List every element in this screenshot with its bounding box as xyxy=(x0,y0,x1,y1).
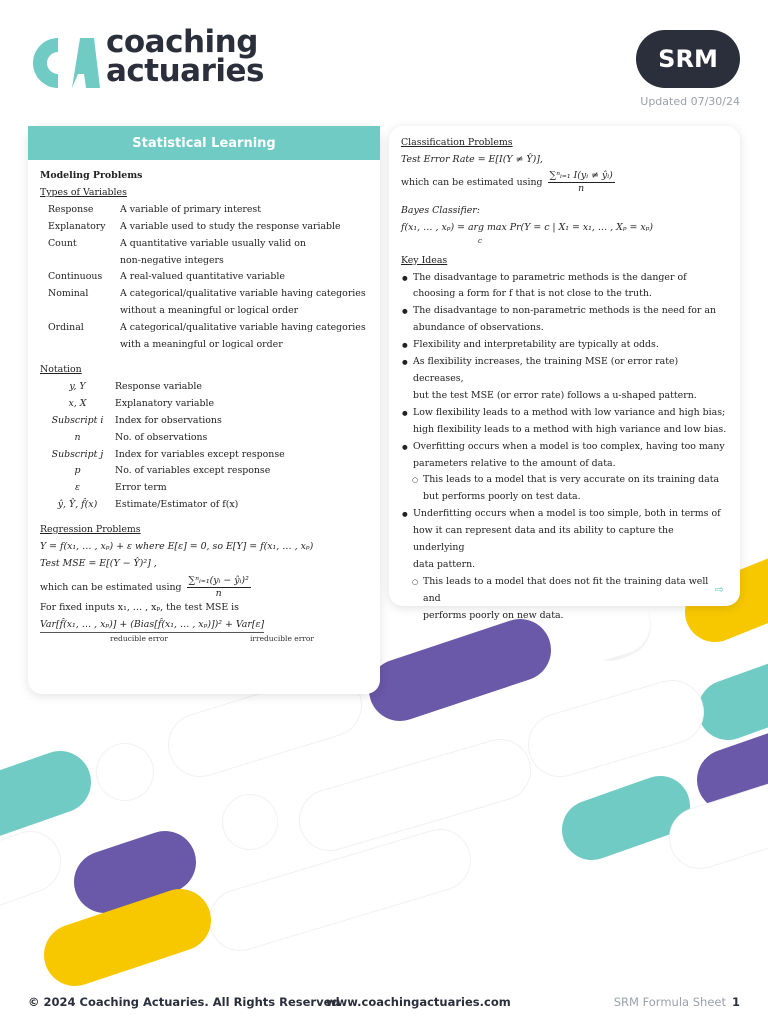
updated-date: Updated 07/30/24 xyxy=(640,95,740,108)
sheet-label xyxy=(614,995,740,1009)
notation-description: Index for observations xyxy=(115,414,222,426)
variable-description-line: without a meaningful or logical order xyxy=(120,305,299,317)
card-title: Statistical Learning xyxy=(28,126,380,160)
variable-description-line: A quantitative variable usually valid on xyxy=(120,237,306,249)
notation-row xyxy=(40,430,368,447)
variable-description-line: A categorical/qualitative variable having categories xyxy=(120,288,366,300)
key-idea-line: abundance of observations. xyxy=(413,322,544,334)
logo-mark-icon xyxy=(28,34,100,92)
notation-symbol: x, X xyxy=(68,397,87,409)
bias-variance-formula: Var[f̂(x₁, … , xₚ)] + (Bias[f̂(x₁, … , xₚ)])² + Var[ε] xyxy=(40,617,264,633)
notation-symbol: ŷ, Ŷ, f̂(x) xyxy=(57,499,98,511)
notation-description: Explanatory variable xyxy=(115,397,215,409)
classification-problems-heading: Classification Problems xyxy=(401,137,513,148)
mse-estimate-line xyxy=(40,575,368,600)
key-idea-item xyxy=(401,439,728,473)
notation-symbol: Subscript i xyxy=(51,414,104,426)
error-fraction-numerator: ∑ⁿᵢ₌₁ I(yᵢ ≠ ŷᵢ) xyxy=(549,169,613,181)
variable-description-line: A variable used to study the response variable xyxy=(120,220,341,232)
key-idea-subitem xyxy=(401,472,728,506)
reducible-error-label: reducible error xyxy=(110,633,168,643)
key-idea-line: ● Flexibility and interpretability are typically at odds. xyxy=(413,339,659,351)
page-number: 1 xyxy=(731,995,740,1009)
variable-name: Nominal xyxy=(48,288,89,300)
variable-description-line: A real-valued quantitative variable xyxy=(120,271,285,283)
copyright-text: © 2024 Coaching Actuaries. All Rights Reserved xyxy=(28,995,340,1009)
variable-name: Count xyxy=(48,237,77,249)
notation-description: Error term xyxy=(115,482,167,494)
variable-description xyxy=(120,286,368,320)
key-idea-item xyxy=(401,337,728,354)
notation-row xyxy=(40,480,368,497)
variable-row xyxy=(40,320,368,354)
notation-description: Response variable xyxy=(115,380,202,392)
test-mse-formula: Test MSE = E[(Y − Ŷ)²] , xyxy=(40,557,157,569)
variable-name: Ordinal xyxy=(48,322,84,334)
modeling-problems-heading: Modeling Problems xyxy=(40,170,143,181)
bayes-argmax-subscript: c xyxy=(478,236,482,245)
classification-card xyxy=(389,126,740,621)
key-idea-line: parameters relative to the amount of data. xyxy=(413,457,616,469)
variables-table xyxy=(40,202,368,354)
variable-description-line: A variable of primary interest xyxy=(120,203,262,215)
variable-description xyxy=(120,219,368,236)
notation-symbol: y, Y xyxy=(69,380,86,392)
notation-row xyxy=(40,379,368,396)
key-idea-line: data pattern. xyxy=(413,558,476,570)
fixed-inputs-line: For fixed inputs x₁, … , xₚ, the test MSE is xyxy=(40,601,239,613)
key-ideas-list xyxy=(401,270,728,625)
regression-problems-heading: Regression Problems xyxy=(40,524,141,536)
exam-badge: SRM xyxy=(636,30,740,88)
notation-row xyxy=(40,463,368,480)
variable-row xyxy=(40,219,368,236)
key-idea-line: ○ This leads to a model that does not fit the training data well and xyxy=(423,575,709,604)
key-idea-item xyxy=(401,303,728,337)
variable-description-line: non-negative integers xyxy=(120,254,224,266)
mse-fraction-numerator: ∑ⁿᵢ₌₁(yᵢ − ŷᵢ)² xyxy=(188,574,249,586)
error-fraction-denominator: n xyxy=(578,182,585,194)
key-idea-item xyxy=(401,405,728,439)
bayes-classifier-heading: Bayes Classifier: xyxy=(401,204,480,216)
key-idea-line: but performs poorly on test data. xyxy=(423,491,581,503)
variable-description xyxy=(120,320,368,354)
test-error-rate-formula: Test Error Rate = E[I(Y ≠ Ŷ)], xyxy=(401,153,543,165)
key-idea-line: high flexibility leads to a method with high variance and low bias. xyxy=(413,423,727,435)
variable-row xyxy=(40,202,368,219)
regression-model-formula: Y = f(x₁, … , xₚ) + ε where E[ε] = 0, so E[Y] = f(x₁, … , xₚ) xyxy=(40,541,314,553)
key-idea-line: how it can represent data and its ability to capture the underlying xyxy=(413,525,674,554)
key-idea-line: but the test MSE (or error rate) follows a u-shaped pattern. xyxy=(413,389,697,401)
key-idea-line: ○ This leads to a model that is very accurate on its training data xyxy=(423,474,720,486)
statistical-learning-card xyxy=(28,126,380,694)
variable-description xyxy=(120,202,368,219)
mse-estimate-text: which can be estimated using xyxy=(40,581,182,593)
variable-row xyxy=(40,269,368,286)
irreducible-error-label: irreducible error xyxy=(250,633,314,643)
variable-name: Response xyxy=(48,203,94,215)
variable-name: Continuous xyxy=(48,271,103,283)
key-idea-item xyxy=(401,270,728,304)
variable-row xyxy=(40,236,368,270)
types-of-variables-heading: Types of Variables xyxy=(40,186,127,198)
key-idea-line: ● The disadvantage to parametric methods is the danger of xyxy=(413,271,687,283)
coaching-actuaries-logo[interactable] xyxy=(28,24,288,96)
website-link[interactable]: www.coachingactuaries.com xyxy=(326,995,511,1009)
mse-estimate-fraction xyxy=(187,575,251,600)
variable-description xyxy=(120,269,368,286)
notation-symbol: n xyxy=(74,431,81,443)
notation-heading: Notation xyxy=(40,363,82,375)
notation-row xyxy=(40,447,368,464)
key-idea-line: choosing a form for f that is not close to the truth. xyxy=(413,288,652,300)
continue-arrow-icon[interactable]: ⇨ xyxy=(714,583,724,596)
key-idea-line: ● Underfitting occurs when a model is too simple, both in terms of xyxy=(413,508,721,520)
sheet-name: SRM Formula Sheet xyxy=(613,995,726,1009)
error-estimate-text: which can be estimated using xyxy=(401,176,543,188)
variable-description-line: with a meaningful or logical order xyxy=(120,339,283,351)
key-idea-line: performs poorly on new data. xyxy=(423,609,564,621)
key-idea-item xyxy=(401,354,728,405)
key-idea-line: ● Low flexibility leads to a method with low variance and high bias; xyxy=(413,406,726,418)
logo-wordmark xyxy=(106,24,264,89)
key-idea-subitem xyxy=(401,574,728,625)
variable-description-line: A categorical/qualitative variable having categories xyxy=(120,322,366,334)
notation-description: Estimate/Estimator of f(x) xyxy=(115,499,239,511)
key-idea-line: ● As flexibility increases, the training MSE (or error rate) decreases, xyxy=(413,356,679,384)
key-idea-line: ● The disadvantage to non-parametric methods is the need for an xyxy=(413,305,717,317)
variable-name: Explanatory xyxy=(48,220,106,232)
notation-symbol: p xyxy=(74,465,81,477)
notation-row xyxy=(40,497,368,514)
logo-line-2: actuaries xyxy=(106,53,264,89)
key-idea-line: ● Overfitting occurs when a model is too complex, having too many xyxy=(413,440,725,452)
notation-description: No. of variables except response xyxy=(115,465,271,477)
notation-description: Index for variables except response xyxy=(115,448,285,460)
variable-row xyxy=(40,286,368,320)
notation-symbol: Subscript j xyxy=(51,448,104,460)
error-estimate-line xyxy=(401,170,728,195)
key-ideas-heading: Key Ideas xyxy=(401,254,448,266)
notation-row xyxy=(40,413,368,430)
key-idea-item xyxy=(401,506,728,574)
error-estimate-fraction xyxy=(548,170,615,195)
variable-description xyxy=(120,236,368,270)
bayes-classifier-formula: f(x₁, … , xₚ) = arg max Pr(Y = c | X₁ = x₁, … , Xₚ = xₚ) xyxy=(401,221,654,233)
notation-table xyxy=(40,379,368,514)
notation-symbol: ε xyxy=(74,482,81,494)
notation-row xyxy=(40,396,368,413)
notation-description: No. of observations xyxy=(115,431,208,443)
logo-line-1: coaching xyxy=(106,24,258,60)
mse-fraction-denominator: n xyxy=(215,587,222,599)
